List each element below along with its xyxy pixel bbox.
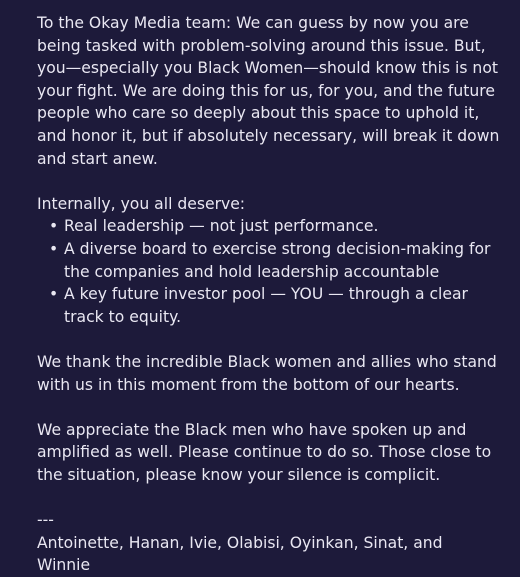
intro-paragraph: To the Okay Media team: We can guess by now you are being tasked with problem-solving around this issue. But, you—especially you Black Women—should know this is not your fight. We are doing this for us, for you, and the future people who care so deeply about this space to uphold it, and honor it, but if absolutely necessary, will break it down and start anew. <box>37 14 500 168</box>
deserve-list <box>37 215 500 328</box>
thanks-paragraph: We thank the incredible Black women and allies who stand with us in this moment from the bottom of our hearts. <box>37 352 497 394</box>
deserve-heading: Internally, you all deserve: <box>37 194 246 213</box>
list-item: • A diverse board to exercise strong decision-making for the companies and hold leadership accountable <box>64 238 500 283</box>
appreciation-paragraph: We appreciate the Black men who have spoken up and amplified as well. Please continue to do so. Those close to the situation, please know your silence is complicit. <box>37 420 492 484</box>
list-item: • Real leadership — not just performance. <box>64 215 500 238</box>
separator: --- <box>37 511 54 530</box>
list-item: • A key future investor pool — YOU — through a clear track to equity. <box>64 283 500 328</box>
signatories: Antoinette, Hanan, Ivie, Olabisi, Oyinkan, Sinat, and Winnie <box>37 533 443 575</box>
